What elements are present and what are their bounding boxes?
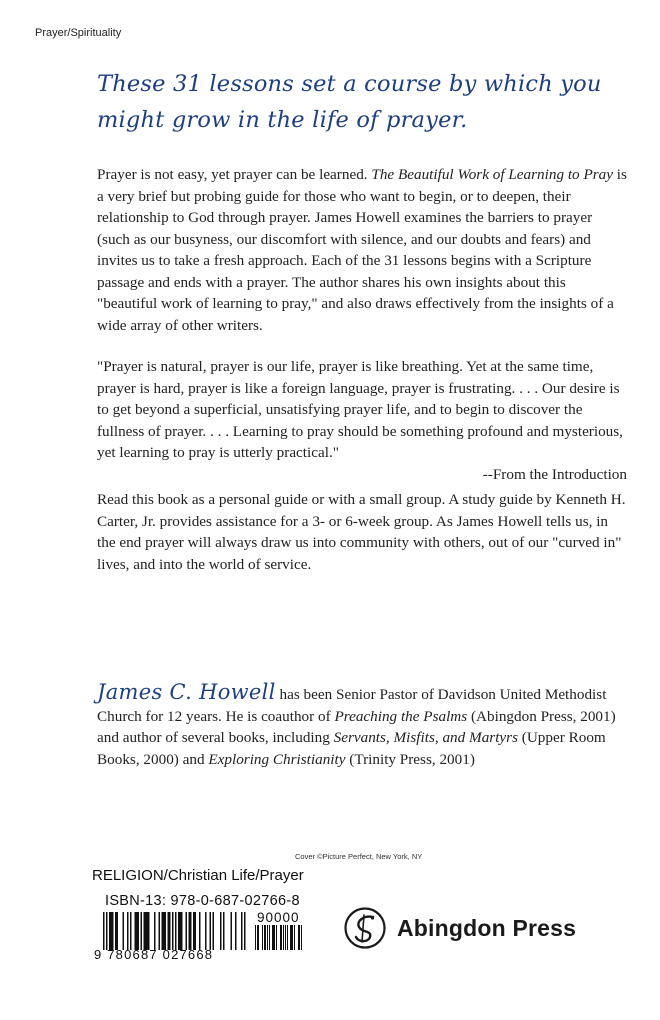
- barcode-bar: [280, 925, 281, 950]
- category-label: Prayer/Spirituality: [35, 27, 122, 39]
- barcode-bar: [258, 925, 259, 950]
- barcode-bar: [265, 925, 266, 950]
- author-bio: [97, 682, 617, 770]
- barcode-bar: [213, 912, 215, 950]
- barcode-bar: [165, 912, 167, 950]
- barcode-bar: [180, 912, 182, 950]
- description-paragraph-3: Read this book as a personal guide or with a small group. A study guide by Kenneth H. Carter, Jr. provides assistance for a 3- or 6-week group. As James Howell tells us, in the end prayer will always draw us into community with others, out of our "curved in" lives, and into the world of service.: [97, 491, 626, 573]
- barcode-bar: [255, 925, 256, 950]
- barcode-bar: [269, 925, 270, 950]
- cover-credit: Cover ©Picture Perfect, New York, NY: [295, 852, 423, 861]
- description-text: is a very brief but probing guide for those who want to begin, or to deepen, their relationship to God through prayer. James Howell examines the barriers to prayer (such as our busyness, our discomfort with silence, and our doubts and fears) and invites us to take a fresh approach. Each of the 31 lessons begins with a Scripture passage and ends with a prayer. The author shares his own insights about this "beautiful work of learning to pray," and also draws effectively from the insights of a wide array of other writers.: [97, 166, 627, 334]
- barcode-bar: [267, 925, 268, 950]
- barcode-bar: [244, 912, 246, 950]
- barcode-bar: [138, 912, 140, 950]
- book-title: The Beautiful Work of Learning to Pray: [371, 166, 613, 183]
- barcode-bar: [257, 925, 258, 950]
- author-bio-text: has been Senior Pastor of Davidson United Methodist Church for 12 years. He is coauthor of: [97, 686, 607, 725]
- barcode-bar: [111, 912, 113, 950]
- barcode-bar: [175, 912, 177, 950]
- barcode-bar: [193, 912, 195, 950]
- barcode-bar: [123, 912, 125, 950]
- barcode-bar: [264, 925, 265, 950]
- barcode-price-code: 90000: [257, 910, 300, 925]
- barcode-bar: [292, 925, 293, 950]
- author-bio-text: (Trinity Press, 2001): [345, 750, 475, 768]
- barcode-bar: [106, 912, 108, 950]
- barcode-bar: [287, 925, 288, 950]
- quote-text: "Prayer is natural, prayer is our life, prayer is like breathing. Yet at the same time, prayer is hard, prayer is like a foreign language, prayer is frustrating. . . . Our desire is to get beyond a superficial, unsatisfying prayer life, and to begin to discover the fullness of prayer. . . . Learning to pray should be something profound and mysterious, yet learning to pray is utterly practical.": [97, 358, 623, 461]
- barcode-supplement: [255, 925, 307, 950]
- barcode-bar: [195, 912, 197, 950]
- barcode-digits: 9 780687 027668: [94, 947, 214, 962]
- barcode-bar: [117, 912, 119, 950]
- barcode-bar: [285, 925, 286, 950]
- barcode-bar: [127, 912, 129, 950]
- barcode-bar: [147, 912, 149, 950]
- barcode-bar: [274, 925, 275, 950]
- barcode-bar: [168, 912, 170, 950]
- description-paragraph-1: [97, 164, 627, 336]
- barcode-bar: [169, 912, 171, 950]
- barcode-bar: [130, 912, 132, 950]
- author-signature: James C. Howell: [97, 680, 276, 704]
- barcode-bar: [290, 925, 291, 950]
- barcode-bar: [235, 912, 237, 950]
- barcode-bar: [144, 912, 146, 950]
- quote-attribution: --From the Introduction: [482, 465, 627, 483]
- author-book-title: Preaching the Psalms: [334, 707, 468, 725]
- barcode-bar: [220, 912, 222, 950]
- bisac-category: RELIGION/Christian Life/Prayer: [92, 867, 304, 884]
- barcode-bar: [241, 912, 243, 950]
- barcode-bar: [281, 925, 282, 950]
- barcode-bar: [154, 912, 156, 950]
- barcode-ean13: [103, 912, 251, 950]
- barcode-bar: [272, 925, 273, 950]
- barcode-bar: [181, 912, 183, 950]
- barcode-bar: [223, 912, 225, 950]
- barcode-bar: [159, 912, 161, 950]
- introduction-quote: [97, 356, 627, 485]
- barcode-bar: [205, 912, 207, 950]
- barcode-bar: [301, 925, 302, 950]
- barcode-bar: [276, 925, 277, 950]
- barcode-bar: [135, 912, 137, 950]
- publisher-name: Abingdon Press: [397, 914, 577, 941]
- barcode-bar: [103, 912, 105, 950]
- barcode-bar: [273, 925, 274, 950]
- barcode-bar: [115, 912, 117, 950]
- barcode-bar: [294, 925, 295, 950]
- barcode-bar: [172, 912, 174, 950]
- publisher-logo: [343, 906, 576, 950]
- barcode-bar: [186, 912, 188, 950]
- description-text: Prayer is not easy, yet prayer can be learned.: [97, 166, 372, 183]
- barcode-bar: [189, 912, 191, 950]
- barcode-bar: [148, 912, 150, 950]
- barcode-bar: [136, 912, 138, 950]
- barcode-bar: [163, 912, 165, 950]
- barcode-bar: [162, 912, 164, 950]
- isbn-label: ISBN-13: 978-0-687-02766-8: [105, 893, 300, 909]
- abingdon-logo-icon: [343, 906, 387, 950]
- barcode-bar: [199, 912, 201, 950]
- barcode-bar: [109, 912, 111, 950]
- tagline: These 31 lessons set a course by which you might grow in the life of prayer.: [97, 71, 602, 133]
- barcode-bar: [299, 925, 300, 950]
- barcode-bar: [210, 912, 212, 950]
- barcode-bar: [231, 912, 233, 950]
- barcode-bar: [141, 912, 143, 950]
- barcode-bar: [178, 912, 180, 950]
- author-bio-text: (Upper Room Books, 2000) and: [97, 729, 606, 768]
- barcode-bar: [298, 925, 299, 950]
- barcode-bar: [190, 912, 192, 950]
- barcode-bar: [112, 912, 114, 950]
- barcode-bar: [283, 925, 284, 950]
- author-book-title: Exploring Christianity: [208, 750, 346, 768]
- author-book-title: Servants, Misfits, and Martyrs: [333, 729, 518, 746]
- barcode-bar: [262, 925, 263, 950]
- barcode-bar: [291, 925, 292, 950]
- author-bio-text: (Abingdon Press, 2001) and author of several books, including: [97, 707, 616, 746]
- barcode-bar: [145, 912, 147, 950]
